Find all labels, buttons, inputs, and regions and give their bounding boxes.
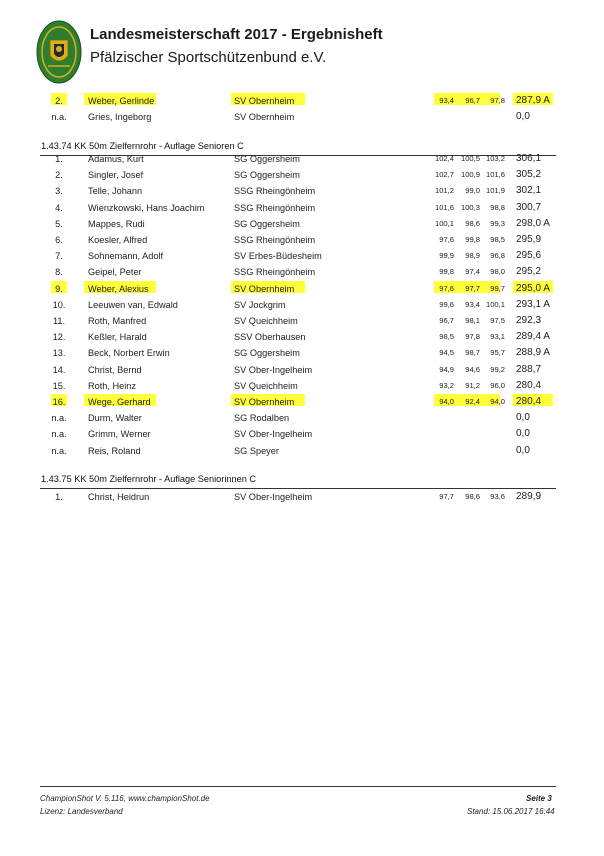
result-row bbox=[0, 329, 604, 345]
rank-cell: 10. bbox=[52, 299, 66, 310]
series-score-1: 99,9 bbox=[439, 251, 454, 261]
series-score-1: 94,9 bbox=[439, 364, 454, 374]
club-name: SV Obernheim bbox=[234, 397, 295, 407]
shooter-name: Keßler, Harald bbox=[88, 332, 147, 343]
series-score-3: 99,7 bbox=[490, 283, 505, 293]
shooter-name: Geipel, Peter bbox=[88, 267, 142, 278]
shooter-name: Roth, Manfred bbox=[88, 316, 147, 326]
rank-cell: 1. bbox=[55, 492, 63, 502]
shooter-name: Gries, Ingeborg bbox=[88, 112, 152, 123]
shooter-name: Weber, Alexius bbox=[88, 283, 149, 294]
result-row bbox=[0, 232, 604, 248]
series-score-2: 98,6 bbox=[465, 218, 480, 228]
shooter-name: Koesler, Alfred bbox=[88, 235, 148, 245]
footer-software: ChampionShot V. 5.116, www.championShot.de bbox=[40, 794, 210, 803]
club-name: SSG Rheingönheim bbox=[234, 202, 316, 213]
total-score: 292,3 bbox=[516, 315, 542, 326]
rank-cell: 15. bbox=[52, 380, 66, 391]
association-crest-icon bbox=[36, 20, 82, 84]
total-score: 280,4 bbox=[516, 396, 542, 407]
series-score-1: 99,6 bbox=[439, 299, 454, 309]
total-score: 295,0 A bbox=[516, 282, 550, 294]
result-row bbox=[0, 489, 604, 505]
series-score-3: 99,2 bbox=[490, 364, 505, 374]
rank-cell: 13. bbox=[52, 348, 66, 359]
series-score-1: 94,0 bbox=[439, 397, 454, 406]
series-score-2: 93,4 bbox=[465, 299, 480, 309]
total-score: 295,6 bbox=[516, 250, 542, 262]
club-name: SG Oggersheim bbox=[234, 218, 300, 229]
result-row bbox=[0, 410, 604, 426]
total-score: 0,0 bbox=[516, 428, 530, 440]
result-row bbox=[0, 248, 604, 264]
club-name: SV Ober-Ingelheim bbox=[234, 492, 313, 502]
rank-cell: 3. bbox=[55, 186, 63, 197]
series-score-2: 98,9 bbox=[465, 251, 480, 261]
total-score: 289,4 A bbox=[516, 331, 550, 343]
total-score: 293,1 A bbox=[516, 298, 550, 310]
total-score: 300,7 bbox=[516, 201, 542, 213]
rank-cell: 1. bbox=[55, 154, 63, 164]
club-name: SV Queichheim bbox=[234, 316, 298, 326]
club-name: SV Erbes-Büdesheim bbox=[234, 251, 322, 262]
series-score-1: 93,4 bbox=[439, 96, 454, 105]
result-row bbox=[0, 394, 604, 410]
club-name: SSV Oberhausen bbox=[234, 332, 306, 343]
club-name: SG Rodalben bbox=[234, 413, 290, 424]
club-name: SV Obernheim bbox=[234, 112, 295, 123]
rank-cell: 8. bbox=[55, 267, 63, 278]
footer-divider bbox=[40, 786, 556, 787]
series-score-2: 97,7 bbox=[465, 283, 480, 293]
total-score: 0,0 bbox=[516, 444, 530, 456]
rank-cell: 9. bbox=[55, 283, 63, 294]
section-heading: 1.43.74 KK 50m Zielfernrohr - Auflage Senioren C bbox=[41, 141, 244, 151]
series-score-3: 96,0 bbox=[490, 380, 505, 390]
series-score-3: 96,8 bbox=[490, 251, 505, 261]
result-row bbox=[0, 443, 604, 459]
shooter-name: Christ, Heidrun bbox=[88, 492, 150, 502]
series-score-2: 98,6 bbox=[465, 492, 480, 501]
shooter-name: Singler, Josef bbox=[88, 170, 144, 181]
club-name: SG Oggersheim bbox=[234, 170, 300, 181]
series-score-3: 98,0 bbox=[490, 267, 505, 277]
shooter-name: Mappes, Rudi bbox=[88, 218, 145, 229]
shooter-name: Weber, Gerlinde bbox=[88, 96, 155, 106]
shooter-name: Wege, Gerhard bbox=[88, 397, 151, 407]
series-score-1: 96,7 bbox=[439, 316, 454, 325]
total-score: 302,1 bbox=[516, 185, 542, 197]
total-score: 298,0 A bbox=[516, 217, 550, 229]
series-score-2: 91,2 bbox=[465, 380, 480, 390]
series-score-3: 103,2 bbox=[485, 154, 505, 163]
club-name: SV Jockgrim bbox=[234, 299, 286, 310]
page-title: Landesmeisterschaft 2017 - Ergebnisheft bbox=[90, 26, 383, 43]
footer-page-number: Seite 3 bbox=[526, 794, 552, 803]
rank-cell: 16. bbox=[52, 397, 66, 407]
result-row bbox=[0, 183, 604, 199]
series-score-1: 93,2 bbox=[439, 380, 454, 390]
club-name: SSG Rheingönheim bbox=[234, 235, 316, 245]
shooter-name: Beck, Norbert Erwin bbox=[88, 348, 170, 359]
rank-cell: n.a. bbox=[51, 112, 67, 123]
total-score: 288,9 A bbox=[516, 347, 550, 359]
series-score-1: 100,1 bbox=[434, 218, 454, 228]
club-name: SSG Rheingönheim bbox=[234, 267, 316, 278]
rank-cell: 11. bbox=[52, 316, 66, 326]
shooter-name: Christ, Bernd bbox=[88, 364, 142, 375]
series-score-1: 102,4 bbox=[434, 154, 454, 163]
club-name: SV Queichheim bbox=[234, 380, 298, 391]
rank-cell: 5. bbox=[55, 218, 63, 229]
footer-date: Stand: 15.06.2017 16:44 bbox=[467, 807, 555, 816]
shooter-name: Durm, Walter bbox=[88, 413, 142, 424]
club-name: SV Ober-Ingelheim bbox=[234, 429, 313, 440]
series-score-1: 97,6 bbox=[439, 283, 454, 293]
result-row bbox=[0, 426, 604, 442]
club-name: SV Ober-Ingelheim bbox=[234, 364, 313, 375]
result-row bbox=[0, 200, 604, 216]
page-subtitle: Pfälzischer Sportschützenbund e.V. bbox=[90, 49, 327, 66]
result-row bbox=[0, 216, 604, 232]
rank-cell: 12. bbox=[52, 332, 66, 343]
shooter-name: Leeuwen van, Edwald bbox=[88, 299, 178, 310]
series-score-3: 97,5 bbox=[490, 316, 505, 325]
result-row bbox=[0, 345, 604, 361]
club-name: SSG Rheingönheim bbox=[234, 186, 316, 197]
section-heading: 1.43.75 KK 50m Zielfernrohr - Auflage Seniorinnen C bbox=[41, 474, 257, 484]
result-row bbox=[0, 109, 604, 125]
total-score: 305,2 bbox=[516, 169, 542, 181]
club-name: SG Oggersheim bbox=[234, 348, 300, 359]
series-score-2: 100,9 bbox=[460, 170, 480, 180]
rank-cell: n.a. bbox=[51, 445, 67, 456]
series-score-2: 99,0 bbox=[465, 186, 480, 196]
series-score-3: 94,0 bbox=[490, 397, 505, 406]
shooter-name: Grimm, Werner bbox=[88, 429, 151, 440]
club-name: SV Obernheim bbox=[234, 283, 295, 294]
rank-cell: 2. bbox=[55, 96, 63, 106]
shooter-name: Reis, Roland bbox=[88, 445, 141, 456]
total-score: 295,9 bbox=[516, 234, 542, 245]
club-name: SG Speyer bbox=[234, 445, 279, 456]
total-score: 295,2 bbox=[516, 266, 542, 278]
series-score-3: 93,6 bbox=[490, 492, 505, 501]
total-score: 287,9 A bbox=[516, 95, 550, 106]
result-row bbox=[0, 167, 604, 183]
series-score-2: 100,3 bbox=[460, 202, 480, 212]
series-score-3: 101,9 bbox=[485, 186, 505, 196]
series-score-3: 98,8 bbox=[490, 202, 505, 212]
series-score-2: 97,8 bbox=[465, 332, 480, 342]
result-row bbox=[0, 313, 604, 329]
series-score-2: 98,1 bbox=[465, 316, 480, 325]
result-row bbox=[0, 93, 604, 109]
shooter-name: Adamus, Kurt bbox=[88, 154, 144, 164]
series-score-3: 98,5 bbox=[490, 235, 505, 244]
rank-cell: 2. bbox=[55, 170, 63, 181]
result-row bbox=[0, 264, 604, 280]
shooter-name: Telle, Johann bbox=[88, 186, 143, 197]
club-name: SV Obernheim bbox=[234, 96, 295, 106]
series-score-2: 92,4 bbox=[465, 397, 480, 406]
series-score-2: 99,8 bbox=[465, 235, 480, 244]
footer-license: Lizenz: Landesverband bbox=[40, 807, 123, 816]
rank-cell: 4. bbox=[55, 202, 63, 213]
shooter-name: Wienzkowski, Hans Joachim bbox=[88, 202, 205, 213]
result-row bbox=[0, 297, 604, 313]
series-score-2: 98,7 bbox=[465, 348, 480, 358]
total-score: 288,7 bbox=[516, 363, 542, 375]
rank-cell: 6. bbox=[55, 235, 63, 245]
series-score-1: 101,6 bbox=[434, 202, 454, 212]
series-score-2: 97,4 bbox=[465, 267, 480, 277]
total-score: 0,0 bbox=[516, 412, 530, 424]
rank-cell: n.a. bbox=[51, 429, 67, 440]
result-row bbox=[0, 378, 604, 394]
series-score-1: 97,7 bbox=[439, 492, 454, 501]
series-score-1: 97,6 bbox=[439, 235, 454, 244]
series-score-3: 95,7 bbox=[490, 348, 505, 358]
series-score-1: 101,2 bbox=[434, 186, 454, 196]
rank-cell: 14. bbox=[52, 364, 66, 375]
series-score-1: 98,5 bbox=[439, 332, 454, 342]
series-score-1: 102,7 bbox=[434, 170, 454, 180]
series-score-2: 96,7 bbox=[465, 96, 480, 105]
total-score: 289,9 bbox=[516, 491, 542, 502]
total-score: 0,0 bbox=[516, 111, 530, 123]
total-score: 280,4 bbox=[516, 379, 542, 391]
rank-cell: 7. bbox=[55, 251, 63, 262]
shooter-name: Sohnemann, Adolf bbox=[88, 251, 164, 262]
series-score-1: 94,5 bbox=[439, 348, 454, 358]
shooter-name: Roth, Heinz bbox=[88, 380, 137, 391]
club-name: SG Oggersheim bbox=[234, 154, 300, 164]
series-score-3: 97,8 bbox=[490, 96, 505, 105]
series-score-3: 100,1 bbox=[485, 299, 505, 309]
series-score-3: 99,3 bbox=[490, 218, 505, 228]
series-score-2: 94,6 bbox=[465, 364, 480, 374]
series-score-1: 99,8 bbox=[439, 267, 454, 277]
result-row bbox=[0, 362, 604, 378]
result-row bbox=[0, 281, 604, 297]
series-score-3: 93,1 bbox=[490, 332, 505, 342]
total-score: 306,1 bbox=[516, 153, 542, 164]
series-score-3: 101,6 bbox=[485, 170, 505, 180]
rank-cell: n.a. bbox=[51, 413, 67, 424]
series-score-2: 100,5 bbox=[460, 154, 480, 163]
result-row bbox=[0, 151, 604, 167]
